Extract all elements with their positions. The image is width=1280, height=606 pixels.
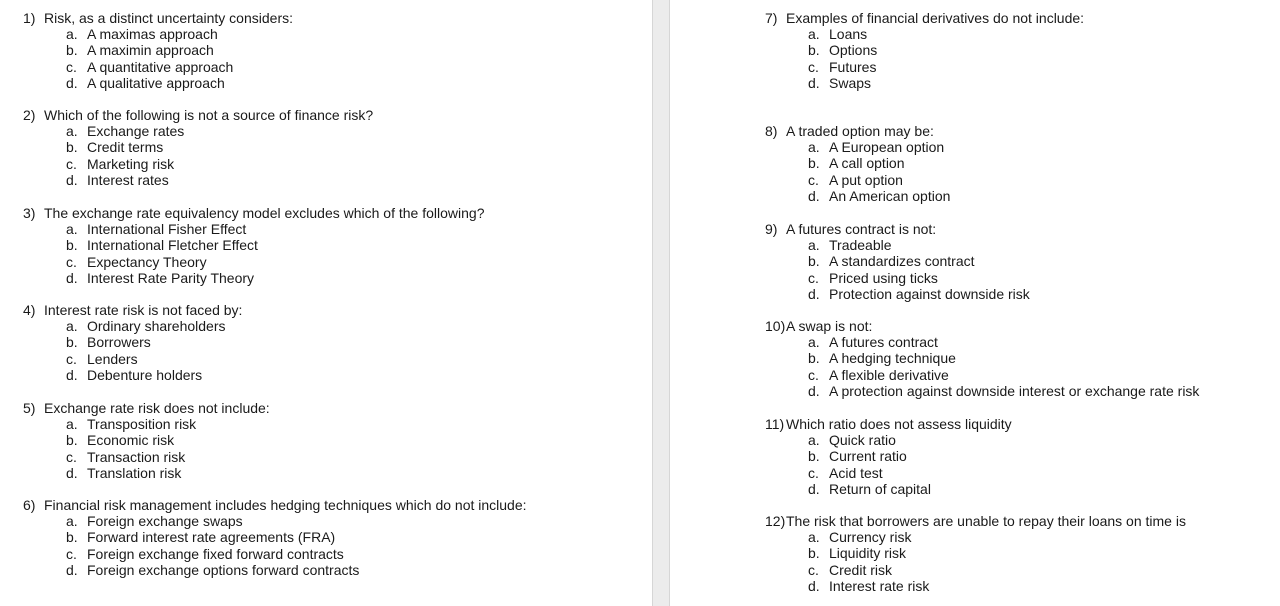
option-list <box>765 529 1186 594</box>
option-a <box>66 26 293 42</box>
option-text: An American option <box>829 187 951 204</box>
option-list <box>765 432 1012 497</box>
option-d <box>808 188 950 204</box>
option-a <box>808 432 1012 448</box>
question-text: Which of the following is not a source of finance risk? <box>44 107 374 123</box>
option-text: International Fisher Effect <box>87 221 247 238</box>
option-d <box>808 383 1199 399</box>
option-c <box>808 270 1030 286</box>
option-letter: b. <box>808 253 820 270</box>
question-6 <box>23 497 527 578</box>
option-c <box>66 449 270 465</box>
question-stem <box>23 107 373 123</box>
question-7 <box>765 10 1084 91</box>
option-c <box>808 59 1084 75</box>
option-text: A futures contract <box>829 334 938 351</box>
question-number: 12) <box>765 513 786 529</box>
option-letter: c. <box>66 155 77 172</box>
question-text: Examples of financial derivatives do not include: <box>786 10 1085 26</box>
option-text: International Fletcher Effect <box>87 237 258 254</box>
option-letter: a. <box>808 139 820 156</box>
option-text: Credit terms <box>87 139 164 156</box>
option-c <box>66 59 293 75</box>
option-letter: a. <box>808 529 820 546</box>
option-text: Protection against downside risk <box>829 285 1030 302</box>
question-stem <box>23 302 242 318</box>
option-letter: d. <box>808 577 820 594</box>
option-text: Transaction risk <box>87 448 186 465</box>
question-text: Risk, as a distinct uncertainty considers: <box>44 10 293 26</box>
option-text: Current ratio <box>829 448 907 465</box>
option-d <box>66 367 242 383</box>
option-text: Interest Rate Parity Theory <box>87 269 255 286</box>
option-d <box>808 578 1186 594</box>
option-d <box>66 465 270 481</box>
option-letter: c. <box>808 171 819 188</box>
option-c <box>66 254 485 270</box>
option-d <box>808 286 1030 302</box>
option-letter: b. <box>808 448 820 465</box>
option-list <box>23 318 242 383</box>
option-letter: b. <box>66 334 78 351</box>
option-letter: c. <box>808 58 819 75</box>
question-stem <box>765 416 1012 432</box>
option-text: Credit risk <box>829 561 893 578</box>
option-d <box>66 75 293 91</box>
question-text: A futures contract is not: <box>786 221 937 237</box>
option-b <box>808 545 1186 561</box>
option-text: A qualitative approach <box>87 74 225 91</box>
option-letter: a. <box>808 334 820 351</box>
question-text: Exchange rate risk does not include: <box>44 400 270 416</box>
question-number: 1) <box>23 10 36 26</box>
option-c <box>808 367 1199 383</box>
option-list <box>23 416 270 481</box>
option-text: Exchange rates <box>87 123 185 140</box>
option-letter: d. <box>66 74 78 91</box>
option-letter: d. <box>66 561 78 578</box>
option-letter: d. <box>808 74 820 91</box>
option-list <box>23 513 527 578</box>
option-letter: c. <box>66 253 77 270</box>
option-text: A hedging technique <box>829 350 956 367</box>
option-c <box>66 351 242 367</box>
option-text: Liquidity risk <box>829 545 907 562</box>
question-stem <box>765 513 1186 529</box>
option-text: Foreign exchange options forward contracts <box>87 561 360 578</box>
question-text: Interest rate risk is not faced by: <box>44 302 243 318</box>
option-text: Foreign exchange swaps <box>87 513 243 530</box>
option-text: A standardizes contract <box>829 253 975 270</box>
option-text: A maximin approach <box>87 42 214 59</box>
option-letter: d. <box>808 187 820 204</box>
option-list <box>23 26 293 91</box>
option-d <box>66 562 527 578</box>
question-stem <box>765 123 950 139</box>
option-a <box>66 513 527 529</box>
question-stem <box>23 10 293 26</box>
option-c <box>808 172 950 188</box>
option-c <box>808 465 1012 481</box>
question-9 <box>765 221 1030 302</box>
question-5 <box>23 400 270 481</box>
option-text: A maximas approach <box>87 26 218 43</box>
option-c <box>66 546 527 562</box>
question-3 <box>23 205 485 286</box>
option-d <box>66 172 373 188</box>
option-text: Currency risk <box>829 529 912 546</box>
option-list <box>765 26 1084 91</box>
option-text: Ordinary shareholders <box>87 318 226 335</box>
option-list <box>23 221 485 286</box>
question-text: A traded option may be: <box>786 123 934 139</box>
option-letter: b. <box>808 42 820 59</box>
question-10 <box>765 318 1199 399</box>
question-stem <box>23 205 485 221</box>
option-b <box>66 432 270 448</box>
question-number: 4) <box>23 302 36 318</box>
question-stem <box>23 400 270 416</box>
option-c <box>66 156 373 172</box>
option-b <box>66 237 485 253</box>
option-a <box>808 529 1186 545</box>
option-a <box>66 416 270 432</box>
question-text: The risk that borrowers are unable to repay their loans on time is <box>786 513 1186 529</box>
option-text: Interest rates <box>87 171 169 188</box>
question-number: 2) <box>23 107 36 123</box>
option-d <box>808 481 1012 497</box>
option-text: Transposition risk <box>87 416 197 433</box>
option-letter: d. <box>808 480 820 497</box>
question-stem <box>765 221 1030 237</box>
option-letter: d. <box>808 285 820 302</box>
option-list <box>765 334 1199 399</box>
option-b <box>66 42 293 58</box>
option-d <box>66 270 485 286</box>
option-text: Return of capital <box>829 480 931 497</box>
option-a <box>808 26 1084 42</box>
page-gutter <box>652 0 670 606</box>
option-b <box>808 350 1199 366</box>
option-letter: a. <box>66 513 78 530</box>
option-letter: c. <box>66 350 77 367</box>
option-b <box>808 253 1030 269</box>
option-text: A put option <box>829 171 903 188</box>
question-11 <box>765 416 1012 497</box>
option-text: Forward interest rate agreements (FRA) <box>87 529 336 546</box>
option-a <box>66 123 373 139</box>
option-list <box>765 237 1030 302</box>
option-a <box>66 318 242 334</box>
option-letter: c. <box>66 545 77 562</box>
question-number: 3) <box>23 205 36 221</box>
option-letter: b. <box>66 237 78 254</box>
option-letter: a. <box>66 416 78 433</box>
question-stem <box>765 318 1199 334</box>
question-text: A swap is not: <box>786 318 873 334</box>
document-page-right <box>670 0 1280 606</box>
option-letter: c. <box>808 464 819 481</box>
question-number: 5) <box>23 400 36 416</box>
option-letter: d. <box>66 464 78 481</box>
option-text: Acid test <box>829 464 883 481</box>
option-list <box>765 139 950 204</box>
option-text: Marketing risk <box>87 155 175 172</box>
option-letter: a. <box>808 26 820 43</box>
option-b <box>66 529 527 545</box>
option-text: Translation risk <box>87 464 182 481</box>
question-4 <box>23 302 242 383</box>
question-number: 11) <box>765 416 785 432</box>
option-letter: a. <box>808 237 820 254</box>
option-text: Debenture holders <box>87 366 203 383</box>
option-letter: a. <box>66 123 78 140</box>
question-number: 8) <box>765 123 778 139</box>
question-number: 7) <box>765 10 778 26</box>
question-12 <box>765 513 1186 594</box>
option-letter: b. <box>66 529 78 546</box>
option-text: A flexible derivative <box>829 366 949 383</box>
option-text: Futures <box>829 58 877 75</box>
option-text: Options <box>829 42 878 59</box>
option-a <box>808 139 950 155</box>
option-text: Loans <box>829 26 868 43</box>
option-letter: d. <box>808 382 820 399</box>
option-letter: d. <box>66 171 78 188</box>
option-text: A call option <box>829 155 905 172</box>
option-text: Swaps <box>829 74 872 91</box>
option-b <box>808 448 1012 464</box>
option-text: Tradeable <box>829 237 892 254</box>
option-text: Priced using ticks <box>829 269 938 286</box>
option-a <box>808 237 1030 253</box>
question-number: 9) <box>765 221 778 237</box>
question-2 <box>23 107 373 188</box>
option-letter: c. <box>808 366 819 383</box>
option-letter: a. <box>66 221 78 238</box>
option-text: A protection against downside interest or exchange rate risk <box>829 382 1200 399</box>
option-letter: c. <box>66 448 77 465</box>
question-number: 10) <box>765 318 786 334</box>
option-b <box>808 155 950 171</box>
option-text: Expectancy Theory <box>87 253 207 270</box>
option-c <box>808 562 1186 578</box>
option-letter: c. <box>66 58 77 75</box>
option-list <box>23 123 373 188</box>
option-letter: b. <box>808 155 820 172</box>
option-b <box>66 139 373 155</box>
option-letter: d. <box>66 269 78 286</box>
question-text: Which ratio does not assess liquidity <box>786 416 1012 432</box>
option-letter: b. <box>66 432 78 449</box>
question-1 <box>23 10 293 91</box>
option-letter: b. <box>808 545 820 562</box>
option-letter: c. <box>808 561 819 578</box>
option-a <box>808 334 1199 350</box>
option-text: Borrowers <box>87 334 151 351</box>
option-letter: b. <box>808 350 820 367</box>
option-text: Interest rate risk <box>829 577 930 594</box>
option-letter: b. <box>66 139 78 156</box>
question-stem <box>765 10 1084 26</box>
option-letter: a. <box>66 26 78 43</box>
option-text: A European option <box>829 139 945 156</box>
question-stem <box>23 497 527 513</box>
option-text: Lenders <box>87 350 138 367</box>
question-text: Financial risk management includes hedging techniques which do not include: <box>44 497 527 513</box>
question-text: The exchange rate equivalency model excludes which of the following? <box>44 205 485 221</box>
option-letter: b. <box>66 42 78 59</box>
option-letter: a. <box>66 318 78 335</box>
option-text: A quantitative approach <box>87 58 234 75</box>
option-text: Foreign exchange fixed forward contracts <box>87 545 344 562</box>
question-8 <box>765 123 950 204</box>
option-text: Economic risk <box>87 432 175 449</box>
option-b <box>808 42 1084 58</box>
option-letter: d. <box>66 366 78 383</box>
question-number: 6) <box>23 497 36 513</box>
option-letter: a. <box>808 432 820 449</box>
option-letter: c. <box>808 269 819 286</box>
option-b <box>66 334 242 350</box>
option-text: Quick ratio <box>829 432 896 449</box>
option-d <box>808 75 1084 91</box>
option-a <box>66 221 485 237</box>
